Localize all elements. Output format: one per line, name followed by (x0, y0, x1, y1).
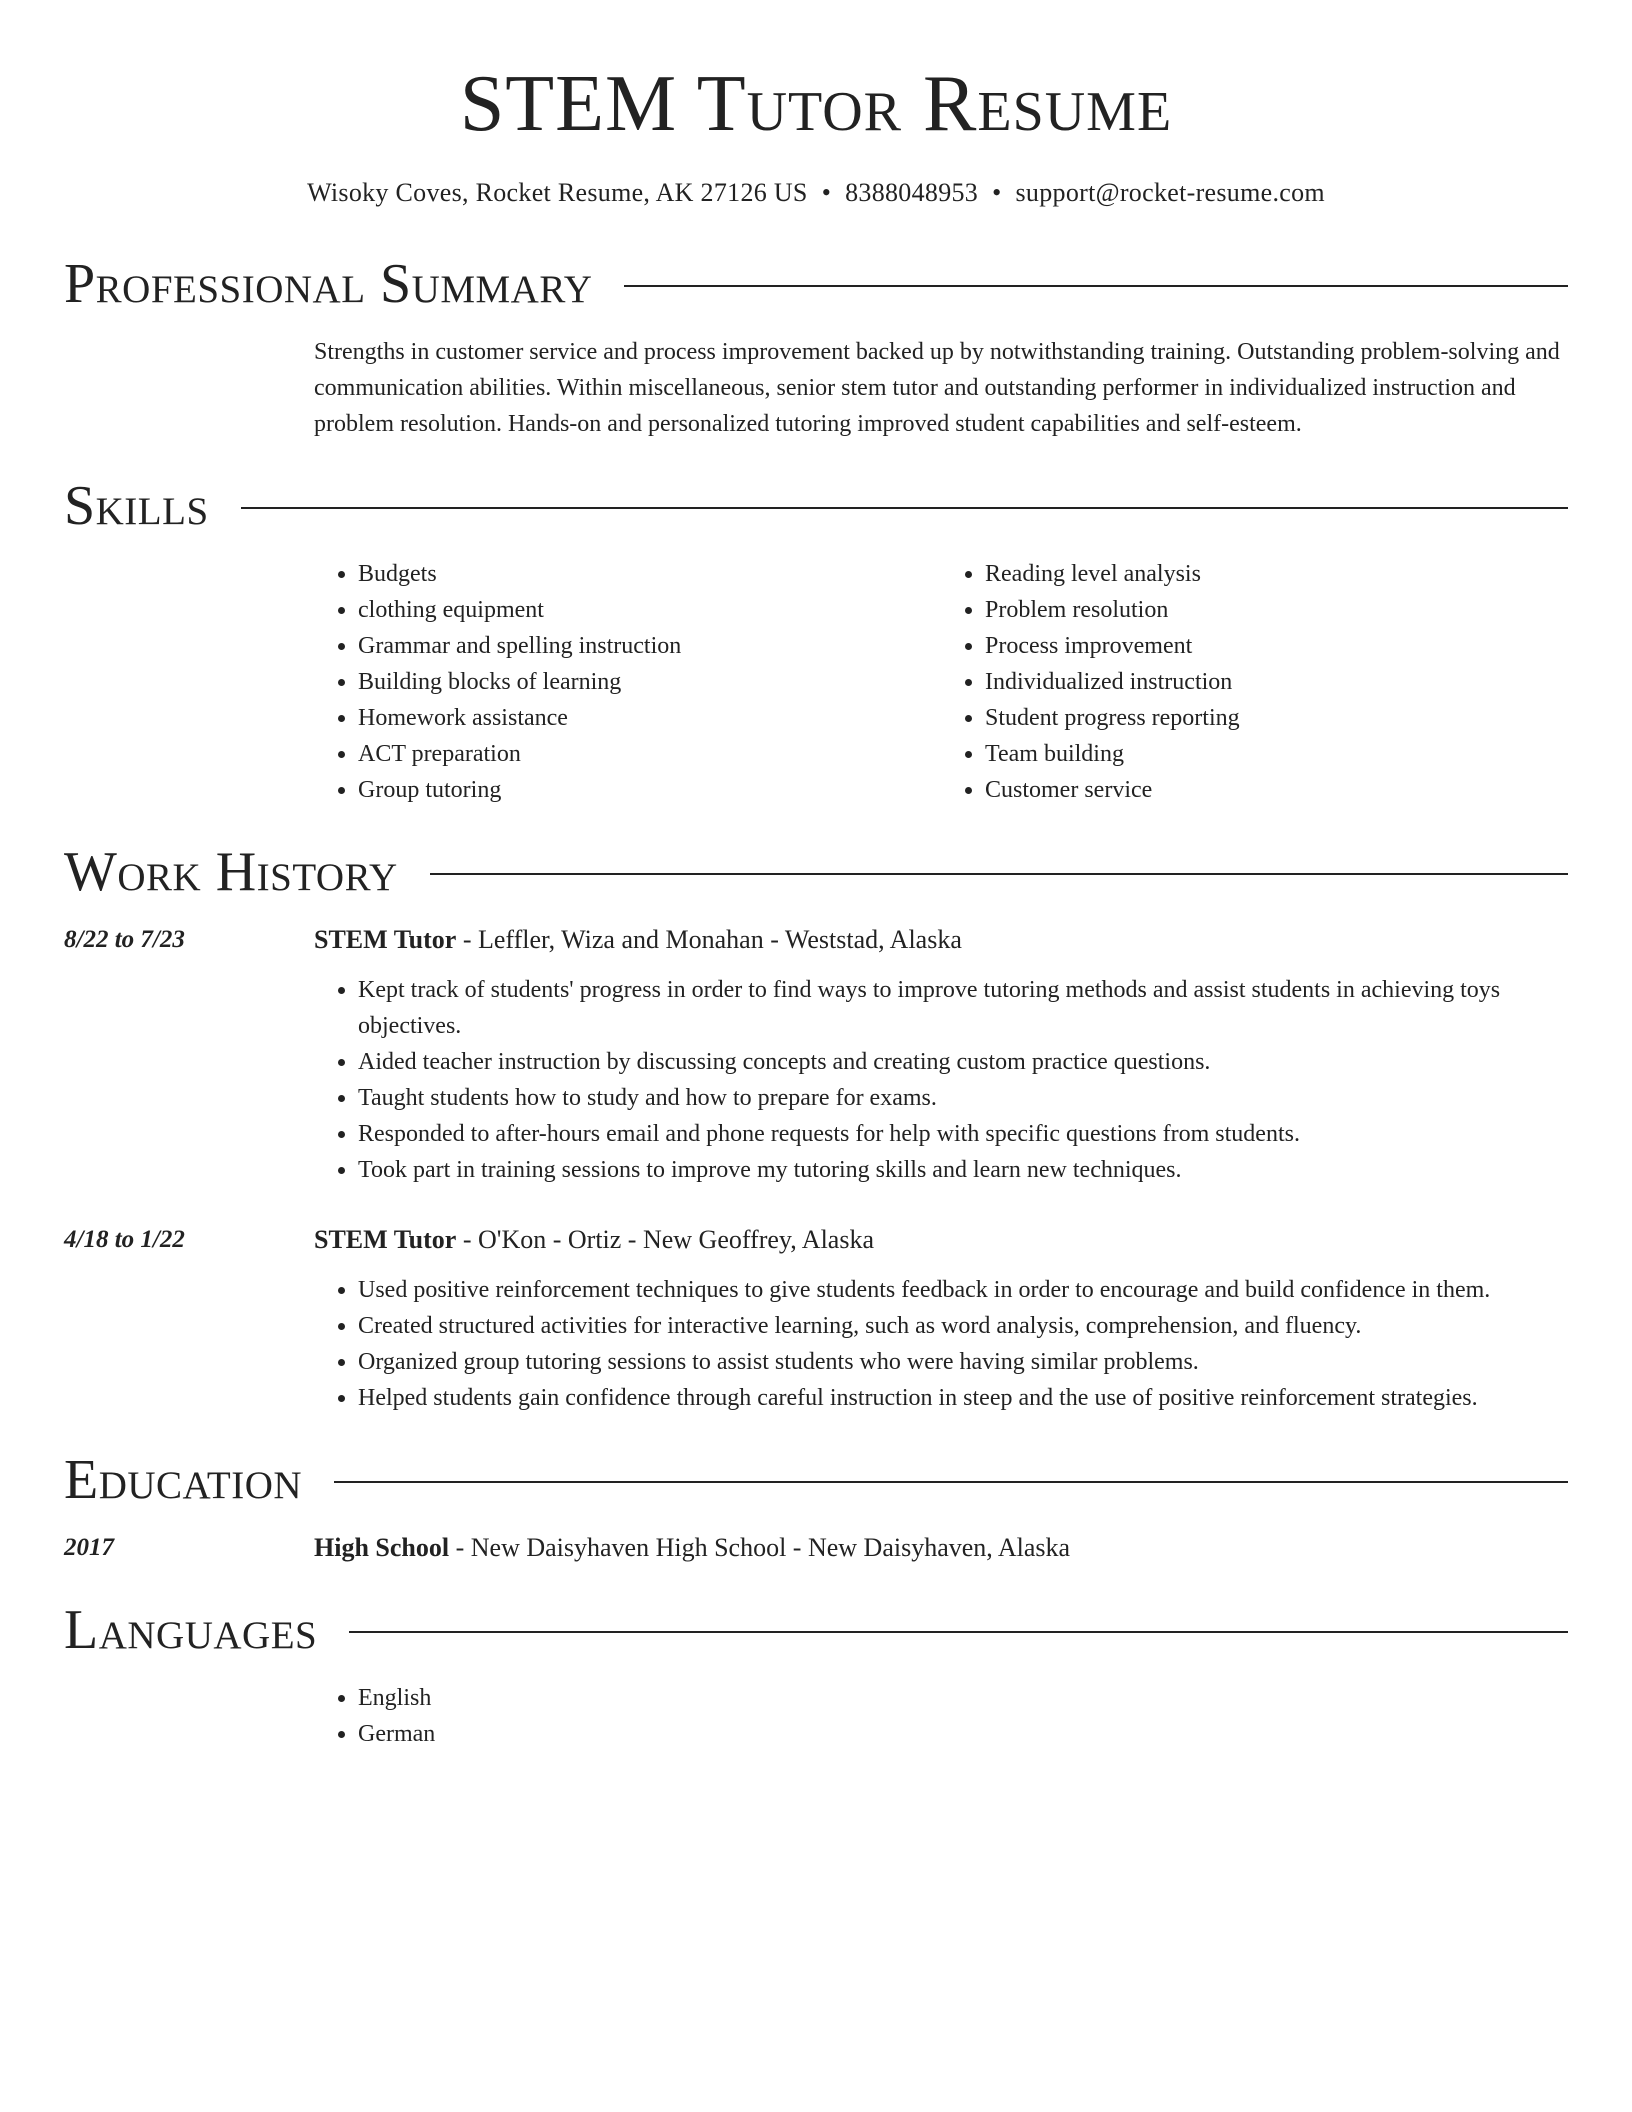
job-header-row (64, 1222, 1568, 1258)
summary-row (64, 334, 1568, 442)
skill-item: • Process improvement (985, 628, 1568, 664)
skills-section-header (64, 475, 1568, 537)
contact-line (64, 178, 1568, 208)
languages-body (314, 1680, 1568, 1752)
job-employer: - O'Kon - Ortiz - New Geoffrey, Alaska (456, 1225, 874, 1254)
section-divider (349, 1631, 1568, 1633)
job-dates: 4/18 to 1/22 (64, 1226, 185, 1253)
skills-heading: Skills (64, 475, 209, 537)
skills-left-spacer (64, 556, 314, 808)
job-bullet: • Helped students gain confidence through careful instruction in steep and the use of positive reinforcement strategies. (358, 1380, 1568, 1416)
summary-section-header (64, 253, 1568, 315)
job-bullet-list (314, 972, 1568, 1188)
skill-item: • Reading level analysis (985, 556, 1568, 592)
skill-item: • ACT preparation (358, 736, 941, 772)
job-employer: - Leffler, Wiza and Monahan - Weststad, Alaska (456, 925, 962, 954)
skill-item: • Grammar and spelling instruction (358, 628, 941, 664)
education-heading: Education (64, 1449, 303, 1511)
skill-item: • Individualized instruction (985, 664, 1568, 700)
skills-grid (314, 556, 1568, 808)
skill-item: • Student progress reporting (985, 700, 1568, 736)
section-divider (241, 507, 1568, 509)
job-bullet: • Taught students how to study and how to prepare for exams. (358, 1080, 1568, 1116)
job-bullet: • Aided teacher instruction by discussing concepts and creating custom practice questions. (358, 1044, 1568, 1080)
languages-list (314, 1680, 1568, 1752)
education-entry (314, 1530, 1568, 1566)
job-bullet: • Used positive reinforcement techniques to give students feedback in order to encourage and build confidence in them. (358, 1272, 1568, 1308)
job-entry (64, 922, 1568, 1188)
language-item: • German (358, 1716, 1568, 1752)
skill-item: • Building blocks of learning (358, 664, 941, 700)
contact-email[interactable]: support@rocket-resume.com (1015, 178, 1325, 207)
job-heading (314, 922, 1568, 958)
skill-item: • clothing equipment (358, 592, 941, 628)
summary-text: Strengths in customer service and process improvement backed up by notwithstanding training. Outstanding problem-solving and communication abilities. Within miscellaneous, senior stem tutor and outstanding performer in individualized instruction and problem resolution. Hands-on and personalized tutoring improved student capabilities and self-esteem. (314, 339, 1560, 437)
job-left-spacer (64, 1272, 314, 1416)
job-bullet: • Organized group tutoring sessions to assist students who were having similar problems. (358, 1344, 1568, 1380)
summary-left-spacer (64, 334, 314, 442)
education-year: 2017 (64, 1534, 114, 1561)
job-heading (314, 1222, 1568, 1258)
education-degree: High School (314, 1533, 450, 1562)
section-divider (624, 285, 1568, 287)
languages-left-spacer (64, 1680, 314, 1752)
skill-item: • Homework assistance (358, 700, 941, 736)
skill-item: • Budgets (358, 556, 941, 592)
job-bullet: • Took part in training sessions to improve my tutoring skills and learn new techniques. (358, 1152, 1568, 1188)
job-bullet: • Created structured activities for interactive learning, such as word analysis, comprehension, and fluency. (358, 1308, 1568, 1344)
skill-item: • Team building (985, 736, 1568, 772)
languages-row (64, 1680, 1568, 1752)
work-heading: Work History (64, 841, 398, 903)
education-school: - New Daisyhaven High School - New Daisyhaven, Alaska (449, 1533, 1071, 1562)
section-divider (430, 873, 1568, 875)
job-left-spacer (64, 972, 314, 1188)
skill-item: • Problem resolution (985, 592, 1568, 628)
job-bullet-list (314, 1272, 1568, 1416)
contact-separator: • (821, 178, 832, 207)
education-section-header (64, 1449, 1568, 1511)
job-bullet: • Responded to after-hours email and phone requests for help with specific questions from students. (358, 1116, 1568, 1152)
skills-list-left (314, 556, 941, 808)
job-title: STEM Tutor (314, 1225, 457, 1254)
work-section-header (64, 841, 1568, 903)
job-bullets (314, 972, 1568, 1188)
job-bullets-row (64, 1272, 1568, 1416)
languages-heading: Languages (64, 1599, 318, 1661)
language-item: • English (358, 1680, 1568, 1716)
languages-section-header (64, 1599, 1568, 1661)
resume-title: STEM Tutor Resume (459, 60, 1173, 148)
job-dates: 8/22 to 7/23 (64, 926, 185, 953)
job-bullets (314, 1272, 1568, 1416)
skill-item: • Customer service (985, 772, 1568, 808)
job-title: STEM Tutor (314, 925, 457, 954)
education-row (64, 1530, 1568, 1566)
skills-row (64, 556, 1568, 808)
job-bullet: • Kept track of students' progress in order to find ways to improve tutoring methods and assist students in achieving toys objectives. (358, 972, 1568, 1044)
contact-separator: • (992, 178, 1002, 207)
job-header-row (64, 922, 1568, 958)
skill-item: • Group tutoring (358, 772, 941, 808)
job-bullets-row (64, 972, 1568, 1188)
summary-heading: Professional Summary (64, 253, 593, 315)
contact-phone[interactable]: 8388048953 (845, 178, 979, 207)
contact-address: Wisoky Coves, Rocket Resume, AK 27126 US (307, 178, 808, 207)
skills-list-right (941, 556, 1568, 808)
job-entry (64, 1222, 1568, 1416)
summary-body (314, 334, 1568, 442)
section-divider (334, 1481, 1568, 1483)
